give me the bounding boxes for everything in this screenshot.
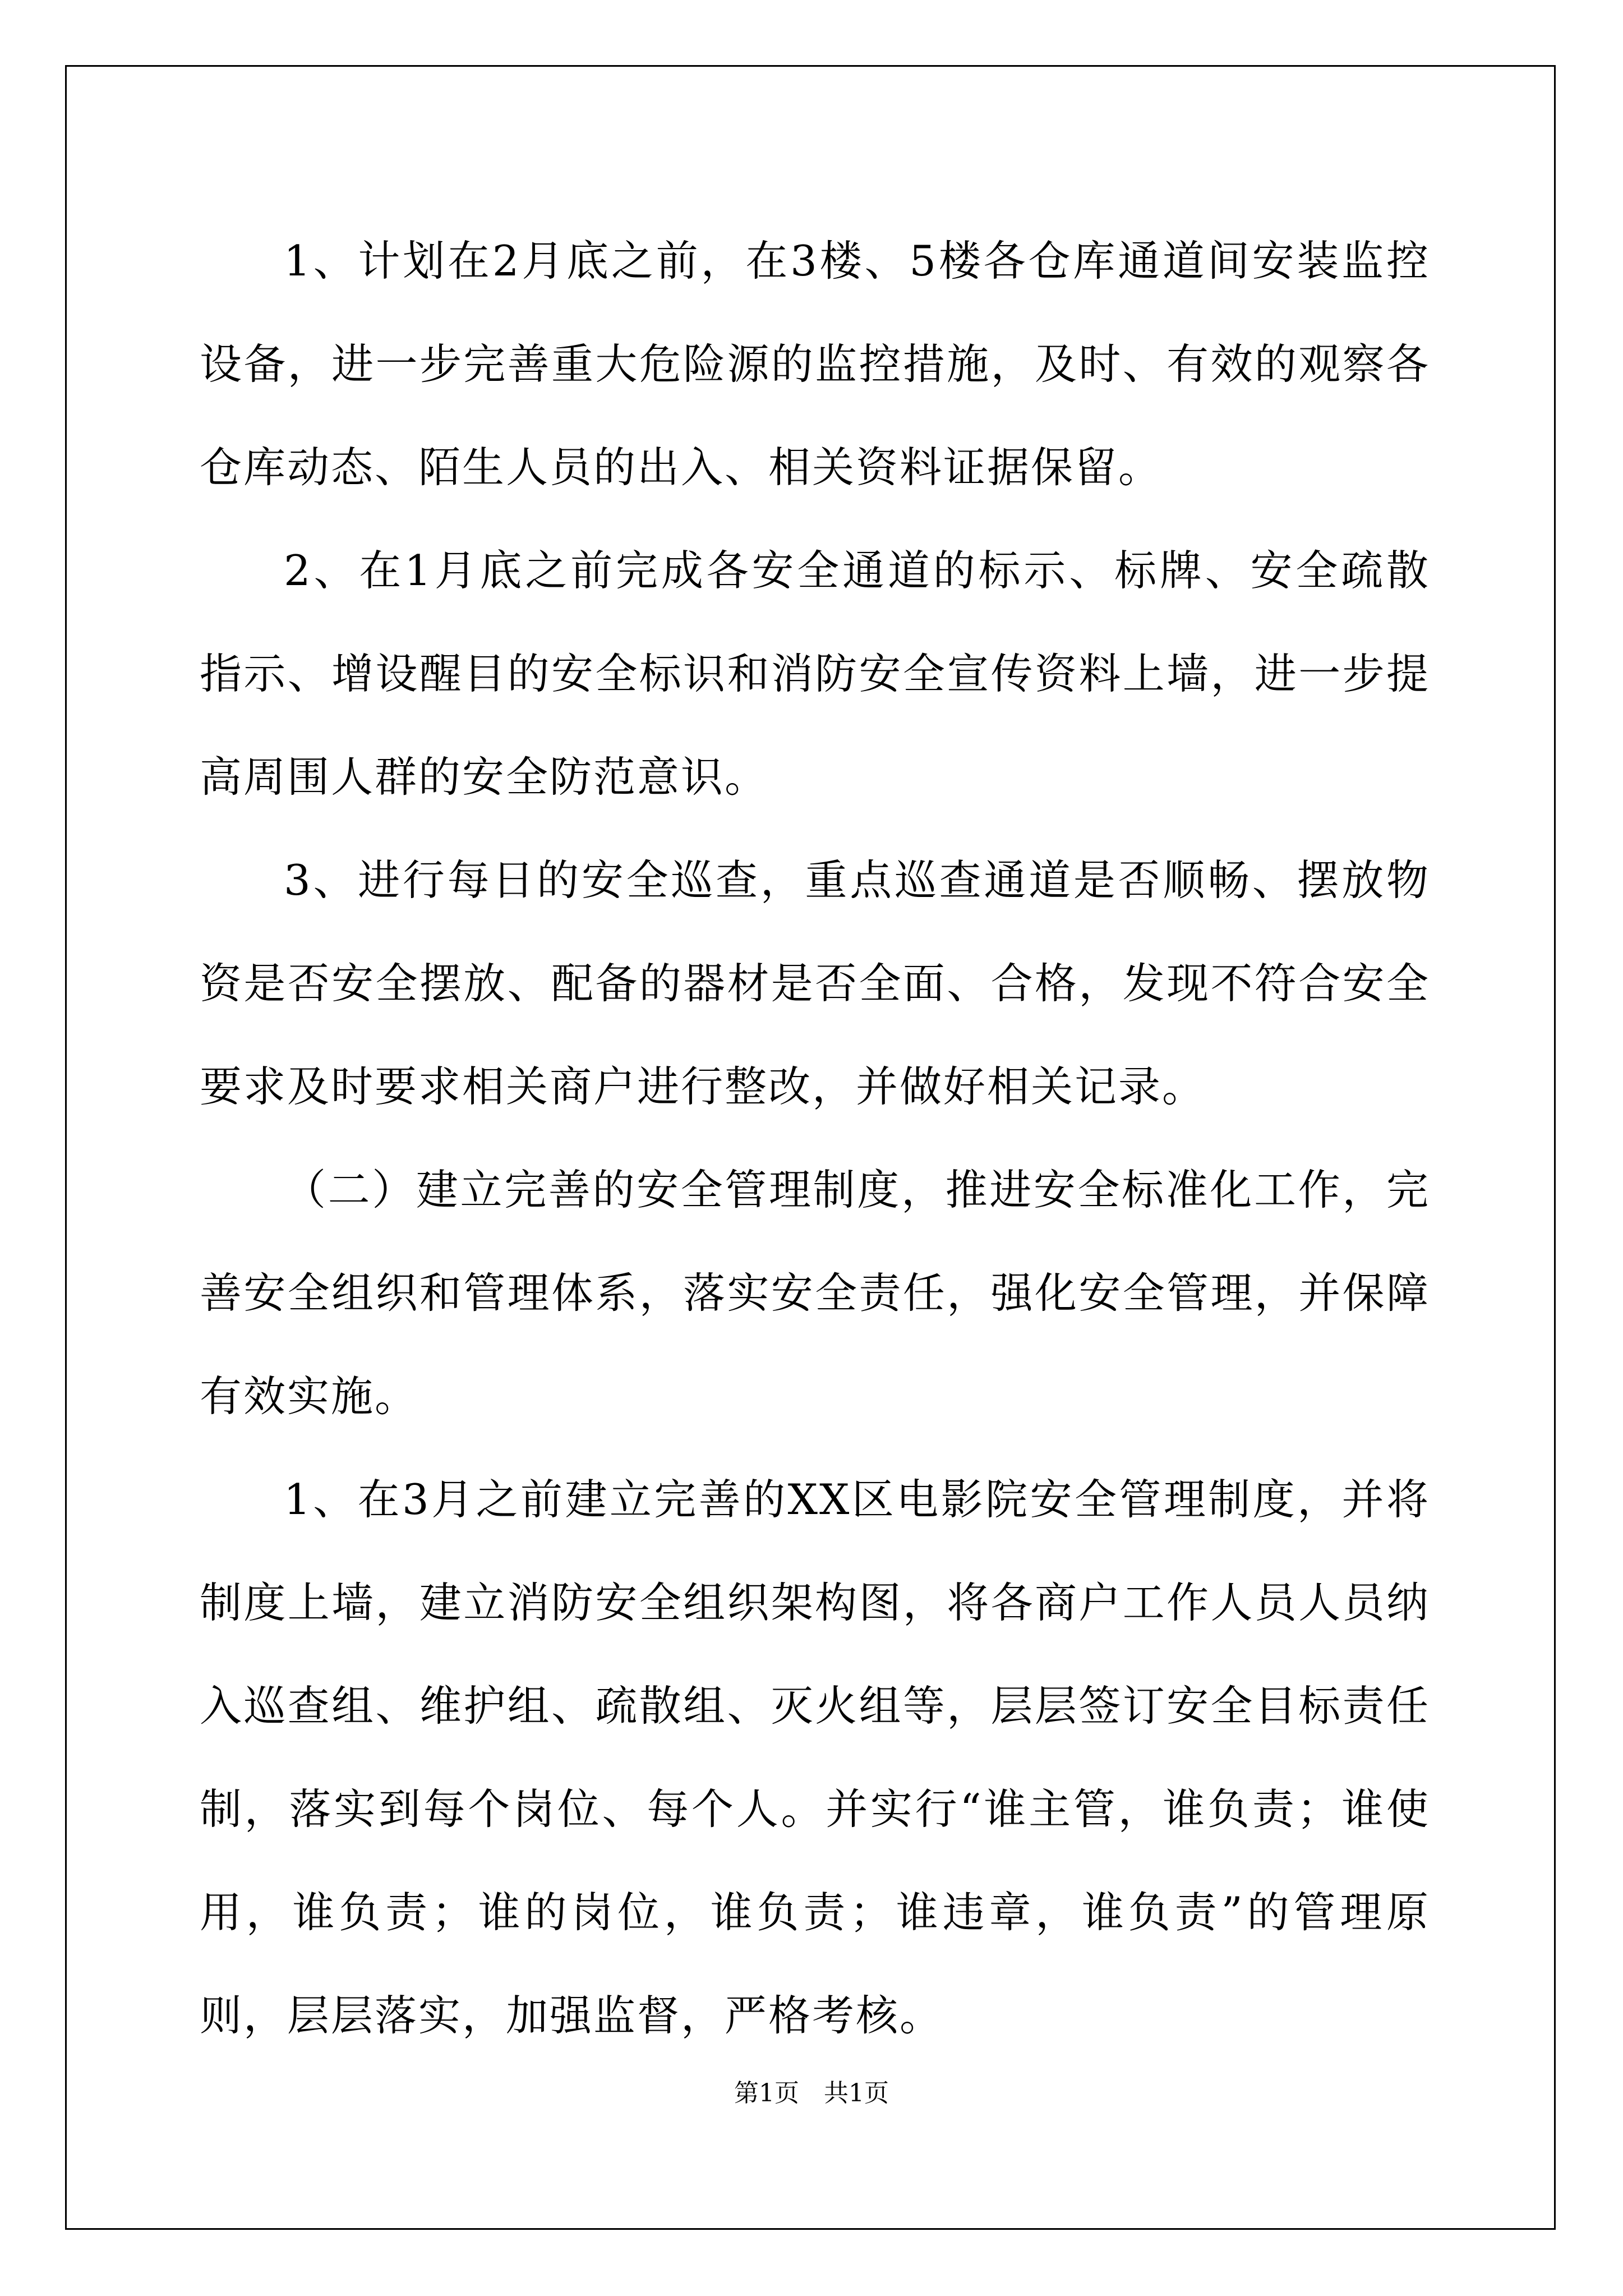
paragraph: 1、在3月之前建立完善的XX区电影院安全管理制度，并将制度上墙，建立消防安全组织架构图，将各商户工作人员人员纳入巡查组、维护组、疏散组、灭火组等，层层签订安全目标责任制，落实到每个岗位、每个人。并实行“谁主管，谁负责；谁使用，谁负责；谁的岗位，谁负责；谁违章，谁负责”的管理原则，层层落实，加强监督，严格考核。: [200, 1475, 1430, 2040]
page-footer: [0, 2077, 1623, 2110]
page-total: 共1页: [824, 2079, 889, 2108]
page-number: 第1页: [734, 2079, 799, 2108]
paragraph: （二）建立完善的安全管理制度，推进安全标准化工作，完善安全组织和管理体系，落实安全责任，强化安全管理，并保障有效实施。: [200, 1165, 1430, 1421]
paragraph: 3、进行每日的安全巡查，重点巡查通道是否顺畅、摆放物资是否安全摆放、配备的器材是否全面、合格，发现不符合安全要求及时要求相关商户进行整改，并做好相关记录。: [200, 855, 1430, 1111]
paragraph: 1、计划在2月底之前，在3楼、5楼各仓库通道间安装监控设备，进一步完善重大危险源的监控措施，及时、有效的观察各仓库动态、陌生人员的出入、相关资料证据保留。: [200, 236, 1430, 492]
document-body: [200, 209, 1430, 2067]
paragraph: 2、在1月底之前完成各安全通道的标示、标牌、安全疏散指示、增设醒目的安全标识和消防安全宣传资料上墙，进一步提高周围人群的安全防范意识。: [200, 546, 1430, 802]
